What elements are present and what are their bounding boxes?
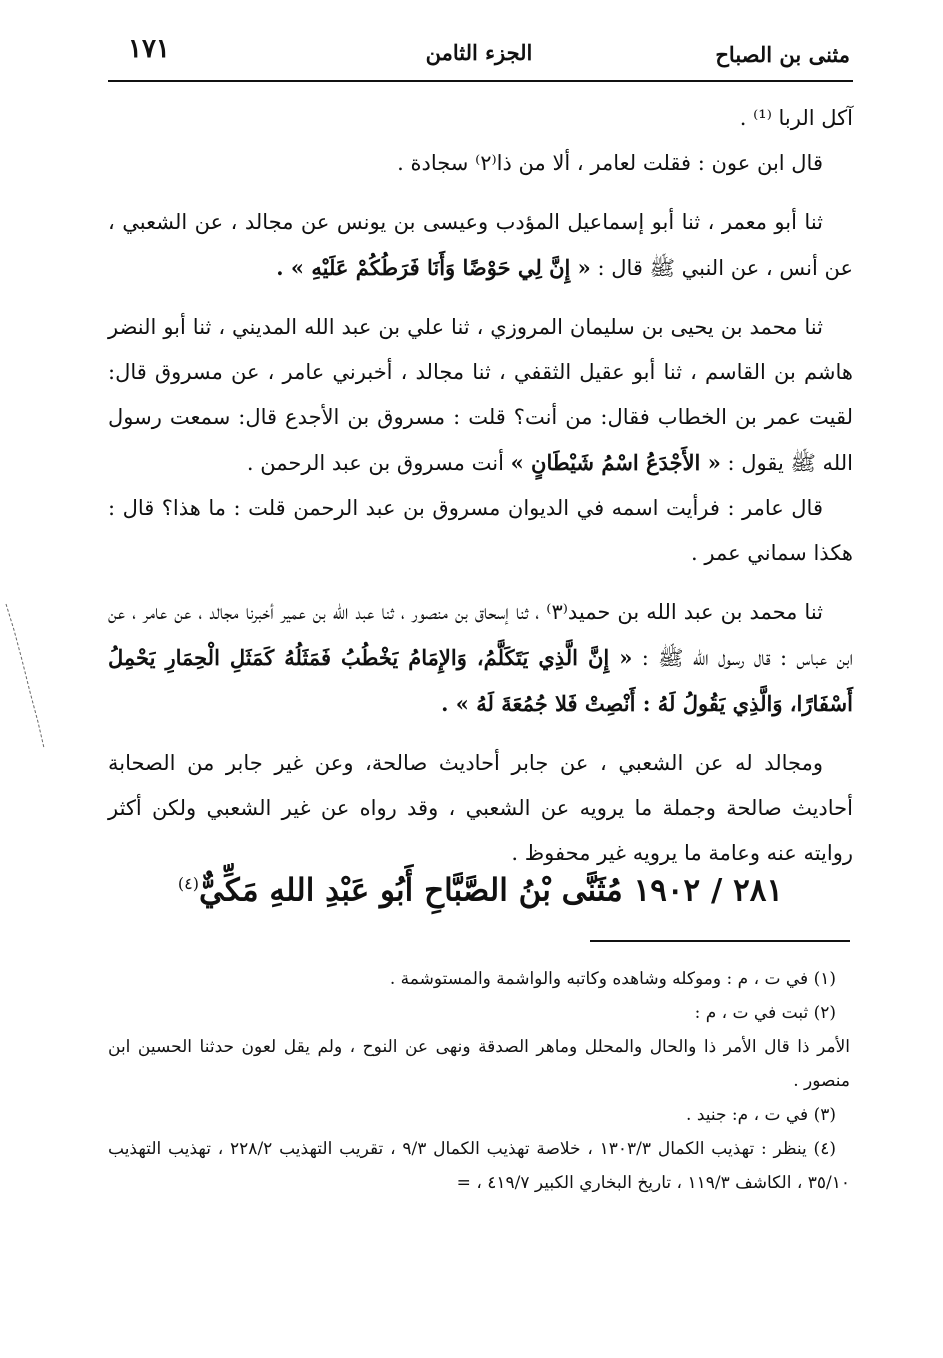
hadith-quote-3: « إِنَّ الَّذِي يَتَكَلَّمُ، وَالإِمَامُ يَخْطُبُ فَمَثَلُهُ كَمَثَلِ الْحِمَارِ يَحْمِلُ أَسْفَارًا، وَالَّذِي يَقُولُ لَهُ : أَنْصِتْ فَلا جُمُعَةَ لَهُ » . — [108, 645, 853, 716]
footnote-1: (١) في ت ، م : وموكله وشاهده وكاتبه والواشمة والمستوشمة . — [389, 969, 836, 989]
hadith-quote-1: « إِنَّ لِي حَوْضًا وَأَنَا فَرَطُكُمْ عَلَيْهِ » . — [276, 255, 591, 280]
hadith-quote-2: « الأَجْدَعُ اسْمُ شَيْطَانٍ » — [510, 450, 721, 475]
running-header — [108, 30, 850, 82]
paragraph-2: قال ابن عون : فقلت لعامر ، ألا من ذا⁽٢⁾ سجادة . — [397, 151, 823, 175]
paragraph-3-text: ثنا أبو معمر ، ثنا أبو إسماعيل المؤدب وعيسى بن يونس عن مجالد ، عن الشعبي ، عن أنس ، عن النبي ﷺ قال : — [108, 210, 853, 280]
header-rule — [108, 80, 853, 82]
footnote-3: (٣) في ت ، م: جنيد . — [686, 1105, 836, 1125]
paragraph-4 — [108, 305, 853, 486]
header-author: مثنى بن الصباح — [715, 42, 850, 67]
main-text — [108, 96, 853, 876]
paragraph-4-text: ثنا محمد بن يحيى بن سليمان المروزي ، ثنا علي بن عبد الله المديني ، ثنا أبو النضر هاشم بن القاسم ، ثنا أبو عقيل الثقفي ، ثنا مجالد ، أخبرني عامر ، عن مسروق قال: لقيت عمر بن الخطاب فقال: من أنت؟ قلت : مسروق بن الأجدع قال: سمعت رسول الله ﷺ يقول : — [108, 315, 853, 475]
footnote-rule — [590, 940, 850, 942]
paragraph-1: آكل الربا ⁽¹⁾ . — [739, 106, 853, 130]
paragraph-3 — [108, 200, 853, 291]
entry-heading — [108, 856, 853, 918]
footnote-4: (٤) ينظر : تهذيب الكمال ١٣٠٣/٣ ، خلاصة تهذيب الكمال ٩/٣ ، تقريب التهذيب ٢٢٨/٢ ، تهذيب التهذيب ٣٥/١٠ ، الكاشف ١١٩/٣ ، تاريخ البخاري الكبير ٤١٩/٧ ، = — [108, 1139, 850, 1193]
header-volume: الجزء الثامن — [425, 40, 533, 65]
paragraph-7: ومجالد له عن الشعبي ، عن جابر أحاديث صالحة، وعن غير جابر من الصحابة أحاديث صالحة وجملة ما يرويه عن الشعبي ، وقد رواه عن غير الشعبي ولكن أكثر روايته عنه وعامة ما يرويه غير محفوظ . — [108, 751, 853, 865]
paragraph-6-text: ثنا محمد بن عبد الله بن حميد⁽٣⁾ ، ثنا إسحاق بن منصور ، ثنا عبد الله بن عمير أخبرنا مجالد ، عن عامر ، عن ابن عباس : قال رسول الله ﷺ : — [108, 600, 853, 670]
footnote-2-continuation: الأمر ذا قال الأمر ذا والحال والمحلل وماهر الصدقة ونهى عن النوح ، ولم يقل لعون حدثنا الحسين ابن منصور . — [108, 1037, 850, 1091]
margin-scribble-mark — [4, 600, 46, 750]
entry-footnote-marker: (٤) — [177, 874, 200, 893]
footnotes — [108, 962, 850, 1200]
paragraph-6 — [108, 590, 853, 727]
footnote-2: (٢) ثبت في ت ، م : — [694, 1003, 836, 1023]
page-number: ١٧١ — [128, 34, 170, 64]
paragraph-4-tail: أنت مسروق بن عبد الرحمن . — [246, 451, 511, 475]
entry-title: ٢٨١ / ١٩٠٢ مُثَنَّى بْنُ الصَّبَّاحِ أَبُو عَبْدِ اللهِ مَكِّيٌّ — [199, 872, 784, 909]
paragraph-5: قال عامر : فرأيت اسمه في الديوان مسروق بن عبد الرحمن قلت : ما هذا؟ قال : هكذا سماني عمر . — [108, 496, 853, 565]
